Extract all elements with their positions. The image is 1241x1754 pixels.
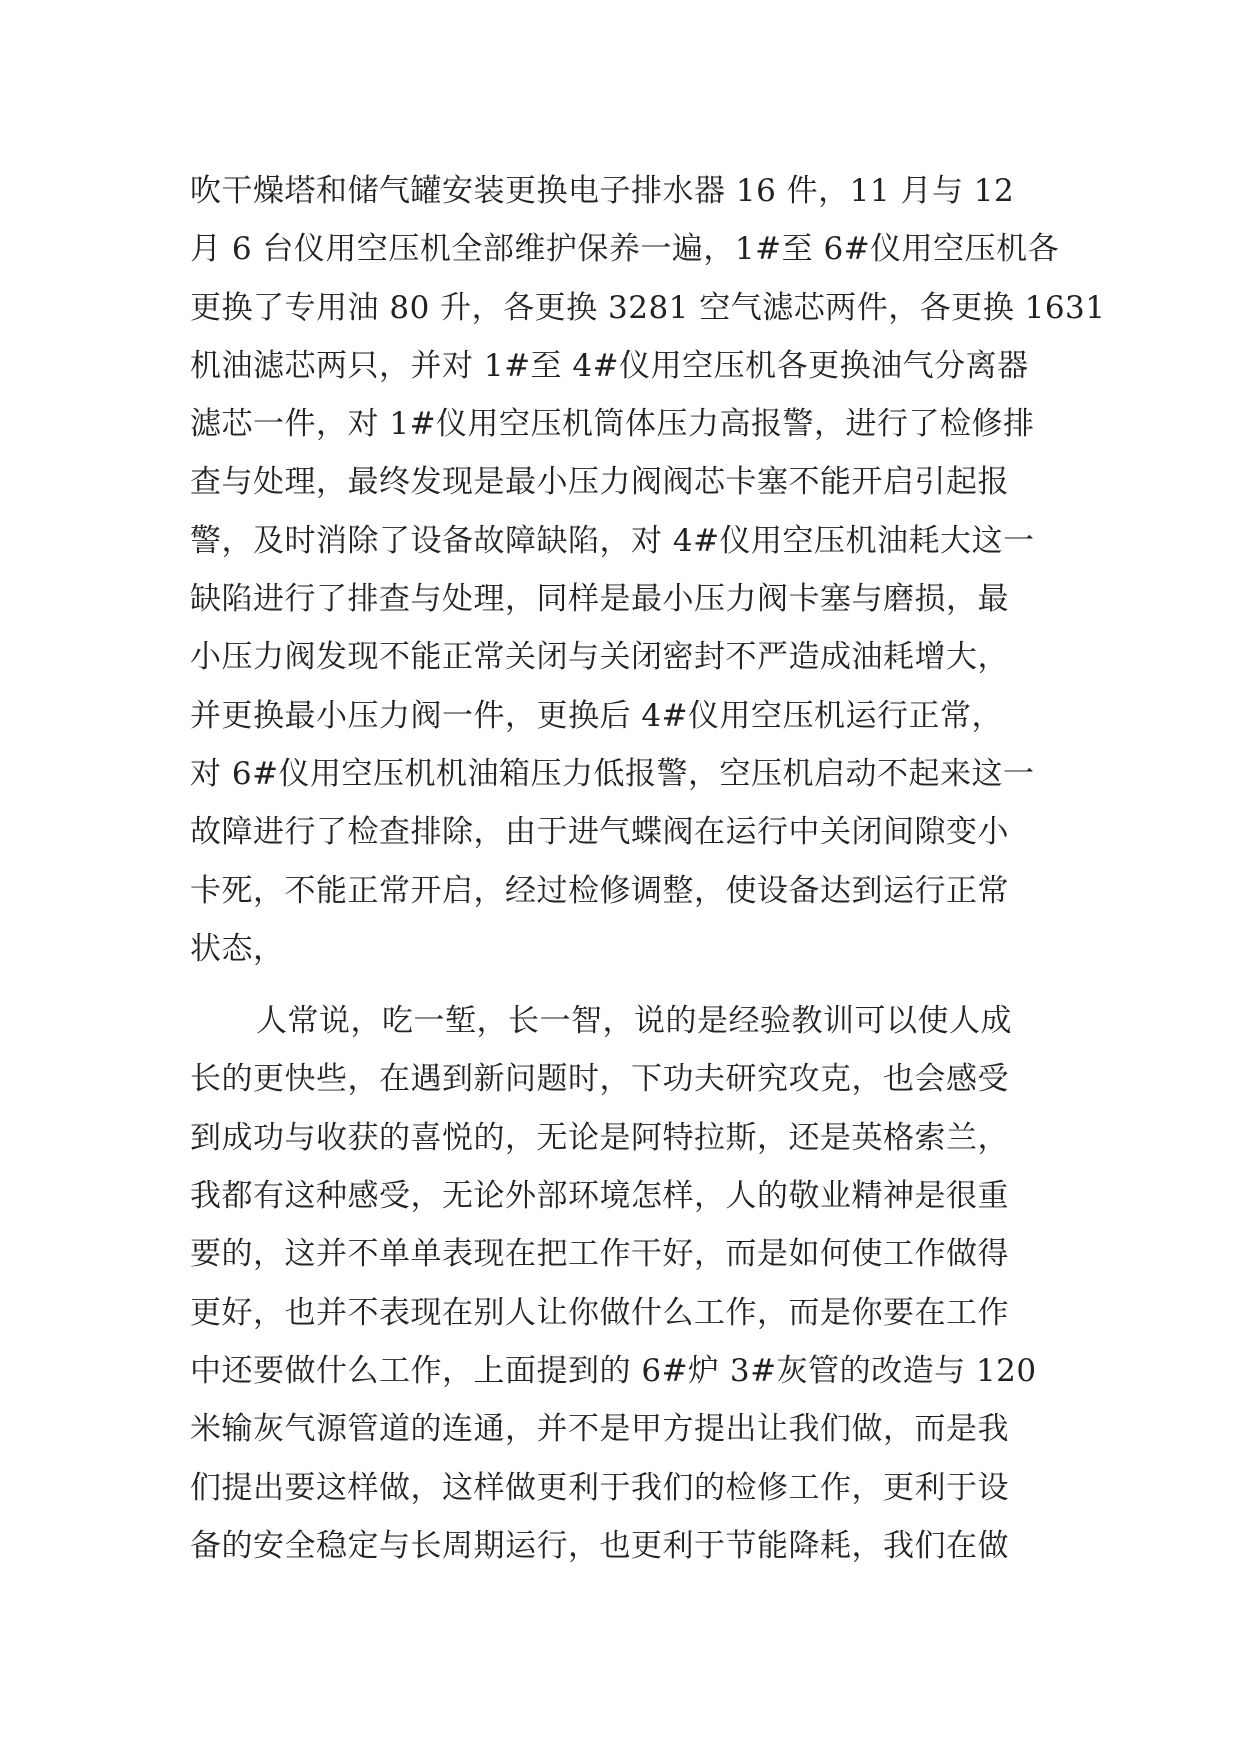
text-line: 卡死，不能正常开启，经过检修调整，使设备达到运行正常: [190, 872, 1009, 909]
paragraph-spacing: [190, 978, 1070, 992]
text-line: 长的更快些，在遇到新问题时，下功夫研究攻克，也会感受: [190, 1061, 1009, 1098]
text-line: 吹干燥塔和储气罐安装更换电子排水器 16 件，11 月与 12: [190, 173, 1015, 209]
text-line: 机油滤芯两只，并对 1#至 4#仪用空压机各更换油气分离器: [190, 347, 1029, 384]
text-line: 月 6 台仪用空压机全部维护保养一遍，1#至 6#仪用空压机各: [190, 231, 1060, 268]
text-line: 更换了专用油 80 升，各更换 3281 空气滤芯两件，各更换 1631: [190, 289, 1106, 326]
text-line: 们提出要这样做，这样做更利于我们的检修工作，更利于设: [190, 1469, 1009, 1506]
text-line: 我都有这种感受，无论外部环境怎样，人的敬业精神是很重: [190, 1178, 1009, 1215]
text-line: 警，及时消除了设备故障缺陷，对 4#仪用空压机油耗大这一: [190, 522, 1035, 559]
text-line: 对 6#仪用空压机机油箱压力低报警，空压机启动不起来这一: [190, 755, 1035, 792]
text-line: 并更换最小压力阀一件，更换后 4#仪用空压机运行正常，: [190, 697, 1004, 734]
paragraph-2: [190, 992, 1070, 1575]
text-line: 要的，这并不单单表现在把工作干好，而是如何使工作做得: [190, 1236, 1009, 1273]
text-line: 故障进行了检查排除，由于进气蝶阀在运行中关闭间隙变小: [190, 814, 1009, 851]
text-line-indented: 人常说，吃一堑，长一智，说的是经验教训可以使人成: [256, 1003, 1012, 1040]
text-line: 小压力阀发现不能正常关闭与关闭密封不严造成油耗增大，: [190, 639, 1009, 676]
text-line: 到成功与收获的喜悦的，无论是阿特拉斯，还是英格索兰，: [190, 1119, 1009, 1156]
text-line: 备的安全稳定与长周期运行，也更利于节能降耗，我们在做: [190, 1527, 1009, 1564]
text-line: 更好，也并不表现在别人让你做什么工作，而是你要在工作: [190, 1294, 1009, 1331]
paragraph-1: [190, 162, 1106, 978]
text-line: 缺陷进行了排查与处理，同样是最小压力阀卡塞与磨损，最: [190, 581, 1009, 618]
document-body: [190, 162, 1106, 1575]
text-line: 滤芯一件，对 1#仪用空压机筒体压力高报警，进行了检修排: [190, 406, 1035, 443]
text-line: 查与处理，最终发现是最小压力阀阀芯卡塞不能开启引起报: [190, 464, 1009, 501]
text-line: 米输灰气源管道的连通，并不是甲方提出让我们做，而是我: [190, 1411, 1009, 1448]
text-line: 中还要做什么工作，上面提到的 6#炉 3#灰管的改造与 120: [190, 1352, 1037, 1389]
text-line: 状态，: [190, 930, 285, 967]
